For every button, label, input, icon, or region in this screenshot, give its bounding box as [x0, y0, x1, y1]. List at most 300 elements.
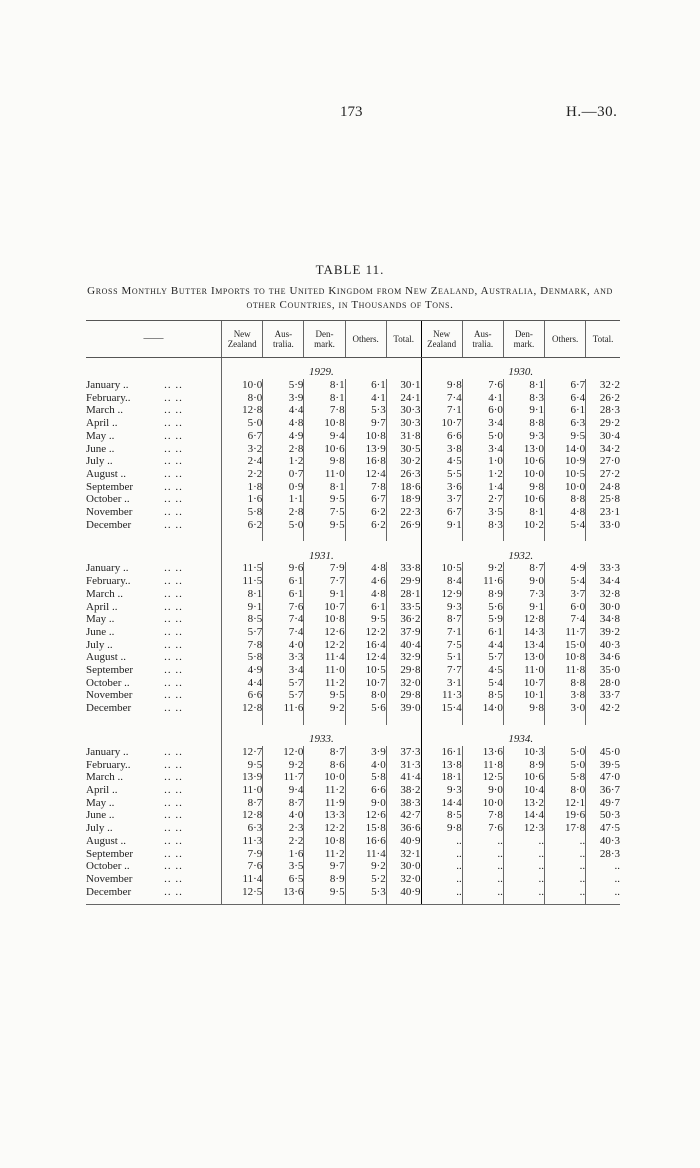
value-cell: .. [586, 860, 620, 873]
value-cell: 5·1 [421, 651, 462, 664]
value-cell: 11·4 [222, 873, 263, 886]
col-tot-1: Total. [386, 321, 421, 358]
value-cell: 11·6 [263, 702, 304, 715]
value-cell: 4·9 [545, 562, 586, 575]
value-cell: 12·8 [503, 613, 544, 626]
value-cell: 7·8 [345, 481, 386, 494]
leader-dots: .. .. [164, 834, 183, 847]
value-cell: 8·7 [421, 613, 462, 626]
value-cell: 34·2 [586, 443, 620, 456]
value-cell: 11·0 [503, 664, 544, 677]
value-cell: .. [545, 860, 586, 873]
leader-dots: .. .. [164, 860, 183, 873]
value-cell: 6·1 [263, 588, 304, 601]
value-cell: 9·5 [304, 519, 345, 532]
spacer-cell [462, 715, 503, 725]
value-cell: 29·8 [386, 689, 421, 702]
value-cell: 9·5 [304, 886, 345, 899]
table-row [86, 430, 620, 443]
year-label: 1934. [421, 725, 620, 746]
value-cell: 32·9 [386, 651, 421, 664]
table-row [86, 689, 620, 702]
month-label: February.. [86, 391, 131, 404]
value-cell: 9·0 [345, 797, 386, 810]
table-row [86, 626, 620, 639]
table-row [86, 481, 620, 494]
leader-dots: .. .. [164, 745, 183, 758]
value-cell: 40·9 [386, 886, 421, 899]
value-cell: 12·0 [263, 746, 304, 759]
leader-dots: .. .. [164, 467, 183, 480]
value-cell: 2·3 [263, 822, 304, 835]
value-cell: 12·3 [503, 822, 544, 835]
value-cell: 3·6 [421, 481, 462, 494]
value-cell: 10·8 [304, 417, 345, 430]
value-cell: 9·8 [503, 702, 544, 715]
table-row [86, 417, 620, 430]
value-cell: 2·8 [263, 443, 304, 456]
value-cell: 3·0 [545, 702, 586, 715]
value-cell: 11·3 [421, 689, 462, 702]
value-cell: 11·8 [462, 759, 503, 772]
value-cell: 6·0 [462, 404, 503, 417]
leader-dots: .. .. [164, 847, 183, 860]
table-row [86, 562, 620, 575]
value-cell: 7·6 [222, 860, 263, 873]
value-cell: 8·7 [263, 797, 304, 810]
value-cell: .. [503, 873, 544, 886]
col-oth-2: Others. [545, 321, 586, 358]
value-cell: 10·9 [545, 455, 586, 468]
value-cell: 10·0 [304, 771, 345, 784]
table-row [86, 759, 620, 772]
value-cell: 6·5 [263, 873, 304, 886]
value-cell: 13·8 [421, 759, 462, 772]
value-cell: 33·3 [586, 562, 620, 575]
value-cell: 7·4 [263, 626, 304, 639]
value-cell: 9·1 [503, 601, 544, 614]
value-cell: 6·1 [345, 601, 386, 614]
value-cell: 24·8 [586, 481, 620, 494]
value-cell: 9·5 [304, 689, 345, 702]
month-label: April .. [86, 783, 118, 796]
month-label: July .. [86, 822, 113, 835]
value-cell: .. [421, 886, 462, 899]
value-cell: 6·3 [222, 822, 263, 835]
value-cell: 6·2 [222, 519, 263, 532]
value-cell: 9·1 [304, 588, 345, 601]
leader-dots: .. .. [164, 404, 183, 417]
value-cell: 5·6 [345, 702, 386, 715]
value-cell: 40·4 [386, 639, 421, 652]
value-cell: 9·4 [304, 430, 345, 443]
value-cell: 8·5 [222, 613, 263, 626]
value-cell: 6·6 [345, 784, 386, 797]
value-cell: 12·9 [421, 588, 462, 601]
value-cell: 5·8 [222, 506, 263, 519]
value-cell: .. [545, 886, 586, 899]
leader-dots: .. .. [164, 809, 183, 822]
leader-dots: .. .. [164, 702, 183, 715]
table-row [86, 797, 620, 810]
leader-dots: .. .. [164, 417, 183, 430]
value-cell: 9·5 [545, 430, 586, 443]
value-cell: 10·6 [503, 455, 544, 468]
page-reference: H.—30. [566, 104, 618, 120]
value-cell: 40·3 [586, 639, 620, 652]
value-cell: 11·6 [462, 575, 503, 588]
value-cell: 8·0 [222, 392, 263, 405]
value-cell: 9·3 [421, 784, 462, 797]
value-cell: 12·2 [345, 626, 386, 639]
value-cell: 9·8 [503, 481, 544, 494]
value-cell: 11·2 [304, 784, 345, 797]
month-label: December [86, 518, 132, 531]
value-cell: 36·6 [386, 822, 421, 835]
month-label: July .. [86, 455, 113, 468]
value-cell: 10·0 [503, 468, 544, 481]
leader-dots: .. .. [164, 493, 183, 506]
value-cell: 5·0 [545, 746, 586, 759]
value-cell: 12·5 [462, 771, 503, 784]
value-cell: 32·0 [386, 677, 421, 690]
value-cell: 8·1 [222, 588, 263, 601]
value-cell: 7·6 [462, 822, 503, 835]
spacer-cell [386, 531, 421, 541]
value-cell: 27·0 [586, 455, 620, 468]
end-cell [421, 898, 462, 905]
value-cell: 4·9 [263, 430, 304, 443]
table-row [86, 601, 620, 614]
value-cell: 5·7 [462, 651, 503, 664]
month-label: September [86, 480, 134, 493]
month-label: June .. [86, 625, 115, 638]
month-label: September [86, 664, 134, 677]
table-row [86, 848, 620, 861]
spacer-cell [462, 531, 503, 541]
value-cell: 4·4 [263, 404, 304, 417]
month-label: October .. [86, 493, 130, 506]
value-cell: 5·7 [263, 689, 304, 702]
value-cell: 3·8 [421, 443, 462, 456]
value-cell: 0·7 [263, 468, 304, 481]
month-label: October .. [86, 860, 130, 873]
value-cell: 4·1 [345, 392, 386, 405]
table-row [86, 809, 620, 822]
value-cell: 6·2 [345, 519, 386, 532]
value-cell: 5·3 [345, 404, 386, 417]
value-cell: 41·4 [386, 771, 421, 784]
value-cell: 14·4 [421, 797, 462, 810]
value-cell: 9·2 [345, 860, 386, 873]
value-cell: 33·5 [386, 601, 421, 614]
month-label: April .. [86, 600, 118, 613]
value-cell: 18·1 [421, 771, 462, 784]
value-cell: 11·2 [304, 677, 345, 690]
value-cell: 3·5 [263, 860, 304, 873]
value-cell: 3·9 [263, 392, 304, 405]
value-cell: 12·8 [222, 702, 263, 715]
value-cell: 6·1 [263, 575, 304, 588]
table-row [86, 664, 620, 677]
value-cell: 8·8 [503, 417, 544, 430]
table-row [86, 835, 620, 848]
value-cell: 9·5 [222, 759, 263, 772]
value-cell: 4·0 [263, 639, 304, 652]
table-row [86, 575, 620, 588]
value-cell: 34·6 [586, 651, 620, 664]
spacer-cell [386, 715, 421, 725]
value-cell: 7·8 [304, 404, 345, 417]
value-cell: 45·0 [586, 746, 620, 759]
col-den-1: Den- mark. [304, 321, 345, 358]
value-cell: 36·7 [586, 784, 620, 797]
value-cell: 13·3 [304, 809, 345, 822]
leader-dots: .. .. [164, 379, 183, 391]
year-label: 1930. [421, 358, 620, 380]
value-cell: 11·0 [222, 784, 263, 797]
value-cell: 37·3 [386, 746, 421, 759]
year-stub [86, 358, 222, 380]
leader-dots: .. .. [164, 771, 183, 784]
value-cell: 39·5 [586, 759, 620, 772]
value-cell: .. [503, 835, 544, 848]
leader-dots: .. .. [164, 638, 183, 651]
month-label: March .. [86, 771, 123, 784]
value-cell: 26·3 [386, 468, 421, 481]
value-cell: 9·1 [503, 404, 544, 417]
value-cell: 11·4 [345, 848, 386, 861]
value-cell: 37·9 [386, 626, 421, 639]
value-cell: 9·3 [421, 601, 462, 614]
table-row [86, 677, 620, 690]
value-cell: 12·7 [222, 746, 263, 759]
value-cell: 36·2 [386, 613, 421, 626]
value-cell: 6·1 [345, 379, 386, 392]
value-cell: 3·1 [421, 677, 462, 690]
value-cell: 5·8 [345, 771, 386, 784]
value-cell: 34·8 [586, 613, 620, 626]
value-cell: 30·0 [386, 860, 421, 873]
month-label: June .. [86, 809, 115, 822]
value-cell: 1·2 [263, 455, 304, 468]
value-cell: 14·0 [545, 443, 586, 456]
value-cell: 6·1 [462, 626, 503, 639]
table-row [86, 886, 620, 899]
leader-dots: .. .. [164, 506, 183, 519]
value-cell: 11·5 [222, 575, 263, 588]
value-cell: 10·6 [503, 771, 544, 784]
value-cell: 16·4 [345, 639, 386, 652]
value-cell: 32·8 [586, 588, 620, 601]
value-cell: 30·1 [386, 379, 421, 392]
value-cell: 39·2 [586, 626, 620, 639]
value-cell: 8·6 [304, 759, 345, 772]
value-cell: 11·9 [304, 797, 345, 810]
col-nz-2: New Zealand [421, 321, 462, 358]
value-cell: 3·7 [545, 588, 586, 601]
value-cell: 10·7 [503, 677, 544, 690]
value-cell: 10·5 [421, 562, 462, 575]
value-cell: 31·3 [386, 759, 421, 772]
value-cell: .. [462, 848, 503, 861]
value-cell: 12·5 [222, 886, 263, 899]
leader-dots: .. .. [164, 664, 183, 677]
value-cell: 6·4 [545, 392, 586, 405]
year-row [86, 725, 620, 746]
value-cell: 12·1 [545, 797, 586, 810]
value-cell: 10·1 [503, 689, 544, 702]
value-cell: 2·2 [222, 468, 263, 481]
value-cell: 7·3 [503, 588, 544, 601]
value-cell: 6·6 [222, 689, 263, 702]
value-cell: .. [421, 873, 462, 886]
value-cell: 9·5 [304, 493, 345, 506]
leader-dots: .. .. [164, 391, 183, 404]
value-cell: 4·8 [345, 562, 386, 575]
table-row [86, 771, 620, 784]
value-cell: 12·6 [345, 809, 386, 822]
end-cell [586, 898, 620, 905]
value-cell: 8·7 [503, 562, 544, 575]
value-cell: 6·7 [345, 493, 386, 506]
leader-dots: .. .. [164, 455, 183, 468]
value-cell: 5·6 [462, 601, 503, 614]
table-row [86, 651, 620, 664]
value-cell: 28·0 [586, 677, 620, 690]
value-cell: 2·2 [263, 835, 304, 848]
value-cell: 8·5 [421, 809, 462, 822]
value-cell: 7·8 [222, 639, 263, 652]
value-cell: 7·6 [263, 601, 304, 614]
value-cell: 8·0 [545, 784, 586, 797]
year-stub [86, 725, 222, 746]
value-cell: 1·4 [462, 481, 503, 494]
value-cell: 47·5 [586, 822, 620, 835]
value-cell: 5·7 [263, 677, 304, 690]
leader-dots: .. .. [164, 518, 183, 531]
value-cell: 11·7 [545, 626, 586, 639]
value-cell: .. [421, 848, 462, 861]
value-cell: 5·3 [345, 886, 386, 899]
value-cell: 33·7 [586, 689, 620, 702]
value-cell: 4·9 [222, 664, 263, 677]
value-cell: 11·8 [545, 664, 586, 677]
month-label: August .. [86, 834, 127, 847]
value-cell: 32·1 [386, 848, 421, 861]
value-cell: 8·1 [503, 506, 544, 519]
end-cell [345, 898, 386, 905]
leader-dots: .. .. [164, 676, 183, 689]
value-cell: 8·1 [304, 392, 345, 405]
value-cell: 3·4 [263, 664, 304, 677]
value-cell: 5·4 [462, 677, 503, 690]
value-cell: 28·3 [586, 404, 620, 417]
table-row [86, 613, 620, 626]
value-cell: 13·0 [503, 651, 544, 664]
month-label: February.. [86, 575, 131, 588]
value-cell: .. [503, 886, 544, 899]
value-cell: 10·4 [503, 784, 544, 797]
value-cell: 34·4 [586, 575, 620, 588]
value-cell: 4·8 [345, 588, 386, 601]
table-row [86, 468, 620, 481]
value-cell: 5·9 [462, 613, 503, 626]
value-cell: 6·7 [545, 379, 586, 392]
month-label: December [86, 885, 132, 898]
stub-header: —— [86, 321, 222, 358]
value-cell: 11·5 [222, 562, 263, 575]
value-cell: 6·0 [545, 601, 586, 614]
value-cell: 4·0 [345, 759, 386, 772]
value-cell: 12·4 [345, 468, 386, 481]
value-cell: 1·6 [222, 493, 263, 506]
spacer-cell [503, 715, 544, 725]
butter-imports-table [86, 320, 620, 905]
value-cell: 8·9 [503, 759, 544, 772]
value-cell: 28·3 [586, 848, 620, 861]
value-cell: 7·1 [421, 404, 462, 417]
value-cell: 9·8 [304, 455, 345, 468]
value-cell: 8·9 [304, 873, 345, 886]
value-cell: 8·8 [545, 493, 586, 506]
value-cell: 28·1 [386, 588, 421, 601]
value-cell: 29·2 [586, 417, 620, 430]
value-cell: 5·2 [345, 873, 386, 886]
value-cell: 1·6 [263, 848, 304, 861]
month-label: December [86, 702, 132, 715]
value-cell: 9·0 [503, 575, 544, 588]
value-cell: 5·0 [462, 430, 503, 443]
value-cell: .. [462, 886, 503, 899]
value-cell: 11·3 [222, 835, 263, 848]
value-cell: 10·5 [545, 468, 586, 481]
value-cell: 4·4 [462, 639, 503, 652]
value-cell: 10·6 [503, 493, 544, 506]
value-cell: 8·8 [545, 677, 586, 690]
col-aus-1: Aus- tralia. [263, 321, 304, 358]
value-cell: 5·4 [545, 575, 586, 588]
value-cell: 3·4 [462, 443, 503, 456]
value-cell: 29·8 [386, 664, 421, 677]
value-cell: 10·8 [304, 835, 345, 848]
value-cell: 5·7 [222, 626, 263, 639]
table-row [86, 392, 620, 405]
value-cell: 10·6 [304, 443, 345, 456]
value-cell: 14·4 [503, 809, 544, 822]
col-nz-1: New Zealand [222, 321, 263, 358]
value-cell: 5·5 [421, 468, 462, 481]
value-cell: 5·0 [222, 417, 263, 430]
value-cell: 26·2 [586, 392, 620, 405]
value-cell: 4·5 [462, 664, 503, 677]
month-label: May .. [86, 613, 115, 626]
value-cell: 11·7 [263, 771, 304, 784]
value-cell: 9·8 [421, 822, 462, 835]
value-cell: .. [586, 873, 620, 886]
spacer-cell [304, 531, 345, 541]
table-body [86, 358, 620, 905]
value-cell: 3·5 [462, 506, 503, 519]
value-cell: 9·6 [263, 562, 304, 575]
leader-dots: .. .. [164, 796, 183, 809]
table-row [86, 493, 620, 506]
value-cell: 15·4 [421, 702, 462, 715]
value-cell: 10·2 [503, 519, 544, 532]
month-label: November [86, 872, 133, 885]
value-cell: 18·6 [386, 481, 421, 494]
value-cell: 32·2 [586, 379, 620, 392]
